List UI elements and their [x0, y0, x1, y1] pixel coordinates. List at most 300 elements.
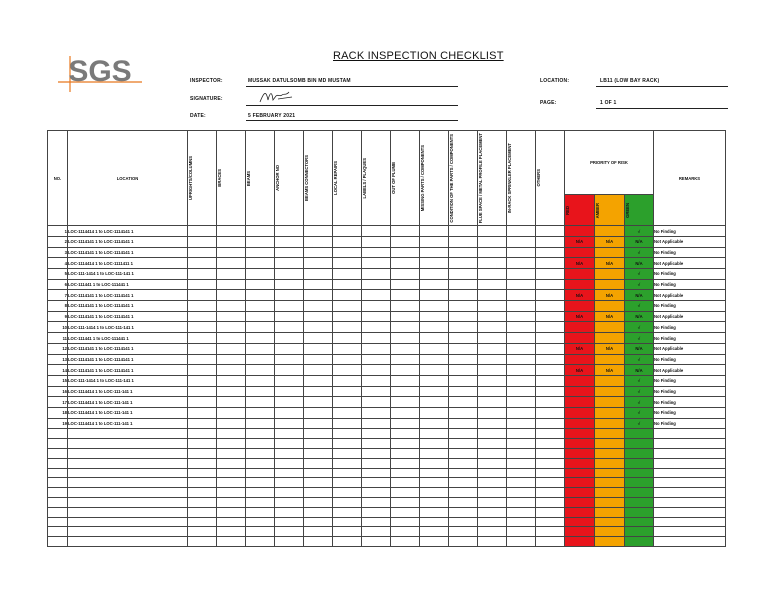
check-cell [304, 269, 333, 280]
check-cell [333, 507, 362, 517]
check-cell [420, 468, 449, 478]
check-cell [246, 418, 275, 429]
check-cell [304, 386, 333, 397]
check-cell [362, 333, 391, 344]
check-cell [304, 527, 333, 537]
row-location: LOC-1114141 1 to LOC-1114141 1 [68, 365, 188, 376]
check-cell [333, 429, 362, 439]
check-cell [246, 439, 275, 449]
priority-amber-cell [595, 468, 625, 478]
check-cell [333, 448, 362, 458]
check-cell [275, 429, 304, 439]
priority-amber-cell [595, 269, 625, 280]
row-remark: No Finding [654, 269, 726, 280]
check-cell [507, 418, 536, 429]
check-cell [217, 269, 246, 280]
row-location [68, 448, 188, 458]
empty-row [48, 497, 726, 507]
check-cell [246, 497, 275, 507]
check-cell [217, 407, 246, 418]
col-check-2: BEAMS [246, 131, 275, 226]
check-cell [246, 468, 275, 478]
check-cell [449, 322, 478, 333]
check-cell [188, 343, 217, 354]
check-cell [420, 236, 449, 247]
priority-green-cell: N/A [625, 290, 654, 301]
check-cell [449, 279, 478, 290]
row-number: 14 [48, 365, 68, 376]
check-cell [536, 439, 565, 449]
priority-amber-cell [595, 439, 625, 449]
check-cell [391, 527, 420, 537]
check-cell [304, 236, 333, 247]
check-cell [217, 301, 246, 312]
check-cell [449, 527, 478, 537]
row-number: 3 [48, 247, 68, 258]
check-cell [217, 226, 246, 237]
row-location [68, 488, 188, 498]
check-cell [391, 418, 420, 429]
check-cell [246, 354, 275, 365]
check-cell [362, 386, 391, 397]
table-row [48, 279, 726, 290]
priority-red-cell: N/A [565, 290, 595, 301]
check-cell [362, 468, 391, 478]
table-row [48, 365, 726, 376]
check-cell [420, 478, 449, 488]
row-location [68, 537, 188, 547]
check-cell [333, 322, 362, 333]
check-cell [188, 418, 217, 429]
check-cell [362, 397, 391, 408]
check-cell [188, 429, 217, 439]
check-cell [391, 354, 420, 365]
check-cell [275, 468, 304, 478]
check-cell [391, 478, 420, 488]
priority-green-cell [625, 537, 654, 547]
check-cell [420, 527, 449, 537]
check-cell [362, 448, 391, 458]
row-remark: No Finding [654, 301, 726, 312]
check-cell [391, 247, 420, 258]
priority-red-cell [565, 322, 595, 333]
check-cell [217, 468, 246, 478]
row-location [68, 429, 188, 439]
col-no: NO. [48, 131, 68, 226]
row-remark [654, 429, 726, 439]
sgs-logo [56, 52, 144, 94]
check-cell [536, 236, 565, 247]
check-cell [275, 517, 304, 527]
check-cell [246, 301, 275, 312]
row-number: 19 [48, 418, 68, 429]
table-row [48, 236, 726, 247]
check-cell [420, 397, 449, 408]
check-cell [275, 247, 304, 258]
check-cell [333, 311, 362, 322]
check-cell [188, 354, 217, 365]
check-cell [449, 311, 478, 322]
check-cell [420, 386, 449, 397]
check-cell [420, 418, 449, 429]
check-cell [536, 497, 565, 507]
row-remark: No Finding [654, 226, 726, 237]
check-cell [449, 497, 478, 507]
row-number [48, 527, 68, 537]
check-cell [420, 488, 449, 498]
priority-green-cell: √ [625, 301, 654, 312]
check-cell [304, 439, 333, 449]
row-location: LOC-1114414 1 to LOC-111-141 1 [68, 386, 188, 397]
check-cell [507, 458, 536, 468]
check-cell [478, 290, 507, 301]
priority-red-cell [565, 488, 595, 498]
check-cell [536, 478, 565, 488]
row-location: LOC-1114141 1 to LOC-1114141 1 [68, 301, 188, 312]
check-cell [275, 354, 304, 365]
priority-red-cell [565, 527, 595, 537]
check-cell [217, 448, 246, 458]
check-cell [507, 247, 536, 258]
priority-green-cell: √ [625, 226, 654, 237]
check-cell [478, 478, 507, 488]
priority-red-cell: N/A [565, 365, 595, 376]
row-location: LOC-111441 1 to LOC-111441 1 [68, 279, 188, 290]
row-location: LOC-1114141 1 to LOC-1114141 1 [68, 236, 188, 247]
check-cell [420, 354, 449, 365]
priority-green-cell: √ [625, 386, 654, 397]
check-cell [362, 269, 391, 280]
check-cell [420, 507, 449, 517]
col-check-3: ANCHOR NO [275, 131, 304, 226]
check-cell [304, 365, 333, 376]
check-cell [188, 507, 217, 517]
check-cell [536, 365, 565, 376]
check-cell [246, 488, 275, 498]
check-cell [304, 311, 333, 322]
row-location: LOC-1114414 1 to LOC-111-141 1 [68, 397, 188, 408]
check-cell [536, 290, 565, 301]
priority-red-cell [565, 375, 595, 386]
check-cell [507, 236, 536, 247]
priority-amber-cell [595, 322, 625, 333]
priority-red-cell [565, 468, 595, 478]
check-cell [449, 429, 478, 439]
check-cell [449, 290, 478, 301]
check-cell [217, 343, 246, 354]
row-remark [654, 507, 726, 517]
priority-amber-cell [595, 386, 625, 397]
col-check-4: BEAMS CONNECTORS [304, 131, 333, 226]
check-cell [304, 343, 333, 354]
col-check-12: OTHERS [536, 131, 565, 226]
table-row [48, 226, 726, 237]
check-cell [536, 311, 565, 322]
check-cell [478, 517, 507, 527]
priority-red-cell [565, 458, 595, 468]
check-cell [391, 333, 420, 344]
check-cell [478, 311, 507, 322]
check-cell [275, 527, 304, 537]
priority-amber-cell [595, 429, 625, 439]
row-number [48, 497, 68, 507]
row-remark: No Finding [654, 279, 726, 290]
check-cell [507, 407, 536, 418]
check-cell [246, 386, 275, 397]
check-cell [246, 448, 275, 458]
check-cell [420, 279, 449, 290]
table-row [48, 311, 726, 322]
check-cell [362, 365, 391, 376]
col-red: RED [565, 195, 595, 226]
check-cell [188, 386, 217, 397]
check-cell [536, 507, 565, 517]
priority-amber-cell [595, 458, 625, 468]
row-number: 11 [48, 333, 68, 344]
check-cell [333, 365, 362, 376]
check-cell [449, 458, 478, 468]
table-row [48, 407, 726, 418]
row-location [68, 527, 188, 537]
check-cell [304, 429, 333, 439]
row-number: 10 [48, 322, 68, 333]
check-cell [188, 537, 217, 547]
row-location [68, 497, 188, 507]
priority-green-cell: √ [625, 247, 654, 258]
row-number: 18 [48, 407, 68, 418]
check-cell [391, 488, 420, 498]
check-cell [391, 407, 420, 418]
check-cell [449, 468, 478, 478]
check-cell [391, 226, 420, 237]
location-label: LOCATION: [540, 78, 570, 84]
check-cell [362, 418, 391, 429]
check-cell [333, 418, 362, 429]
check-cell [507, 439, 536, 449]
check-cell [275, 448, 304, 458]
priority-green-cell [625, 478, 654, 488]
priority-amber-cell: N/A [595, 365, 625, 376]
priority-green-cell: √ [625, 407, 654, 418]
check-cell [362, 290, 391, 301]
check-cell [536, 333, 565, 344]
check-cell [536, 247, 565, 258]
check-cell [333, 301, 362, 312]
priority-green-cell [625, 468, 654, 478]
check-cell [246, 247, 275, 258]
check-cell [333, 226, 362, 237]
inspector-label: INSPECTOR: [190, 78, 223, 84]
check-cell [420, 226, 449, 237]
row-number [48, 439, 68, 449]
check-cell [188, 497, 217, 507]
check-cell [275, 397, 304, 408]
empty-row [48, 488, 726, 498]
priority-green-cell: √ [625, 375, 654, 386]
priority-red-cell [565, 517, 595, 527]
check-cell [188, 375, 217, 386]
check-cell [449, 247, 478, 258]
check-cell [304, 468, 333, 478]
col-green: GREEN [625, 195, 654, 226]
check-cell [536, 458, 565, 468]
check-cell [478, 488, 507, 498]
check-cell [507, 375, 536, 386]
check-cell [188, 236, 217, 247]
check-cell [391, 497, 420, 507]
priority-green-cell: √ [625, 322, 654, 333]
priority-amber-cell [595, 448, 625, 458]
check-cell [391, 386, 420, 397]
signature-scribble [258, 88, 294, 106]
row-remark [654, 537, 726, 547]
check-cell [333, 333, 362, 344]
check-cell [246, 507, 275, 517]
priority-amber-cell [595, 375, 625, 386]
check-cell [217, 311, 246, 322]
empty-row [48, 458, 726, 468]
check-cell [362, 507, 391, 517]
table-row [48, 290, 726, 301]
priority-red-cell [565, 279, 595, 290]
check-cell [536, 226, 565, 237]
check-cell [507, 478, 536, 488]
check-cell [333, 537, 362, 547]
check-cell [304, 407, 333, 418]
check-cell [536, 488, 565, 498]
check-cell [478, 407, 507, 418]
check-cell [391, 448, 420, 458]
check-cell [304, 322, 333, 333]
row-number: 9 [48, 311, 68, 322]
col-check-7: OUT OF PLUMB [391, 131, 420, 226]
check-cell [449, 365, 478, 376]
check-cell [188, 488, 217, 498]
signature-label: SIGNATURE: [190, 96, 223, 102]
check-cell [362, 517, 391, 527]
check-cell [246, 458, 275, 468]
col-check-9: CONDITION OF THE PARTS / COMPONENTS [449, 131, 478, 226]
row-remark [654, 448, 726, 458]
check-cell [362, 527, 391, 537]
check-cell [478, 354, 507, 365]
location-line [596, 86, 728, 87]
check-cell [449, 386, 478, 397]
check-cell [333, 354, 362, 365]
priority-green-cell: N/A [625, 236, 654, 247]
row-remark [654, 478, 726, 488]
check-cell [420, 537, 449, 547]
priority-amber-cell [595, 397, 625, 408]
check-cell [217, 247, 246, 258]
priority-amber-cell [595, 226, 625, 237]
check-cell [333, 497, 362, 507]
row-number: 7 [48, 290, 68, 301]
check-cell [391, 458, 420, 468]
priority-amber-cell [595, 478, 625, 488]
check-cell [420, 365, 449, 376]
priority-red-cell: N/A [565, 343, 595, 354]
check-cell [420, 375, 449, 386]
check-cell [275, 488, 304, 498]
priority-amber-cell [595, 497, 625, 507]
check-cell [275, 386, 304, 397]
priority-green-cell: √ [625, 333, 654, 344]
check-cell [217, 497, 246, 507]
check-cell [188, 269, 217, 280]
check-cell [304, 448, 333, 458]
signature-line [246, 105, 458, 106]
priority-green-cell: √ [625, 269, 654, 280]
check-cell [391, 439, 420, 449]
check-cell [188, 478, 217, 488]
check-cell [217, 322, 246, 333]
page-line [596, 108, 728, 109]
priority-red-cell [565, 247, 595, 258]
check-cell [246, 290, 275, 301]
check-cell [246, 343, 275, 354]
check-cell [391, 279, 420, 290]
check-cell [536, 527, 565, 537]
row-remark: No Finding [654, 247, 726, 258]
check-cell [449, 507, 478, 517]
row-number: 1 [48, 226, 68, 237]
empty-row [48, 478, 726, 488]
check-cell [507, 429, 536, 439]
priority-green-cell [625, 517, 654, 527]
check-cell [246, 333, 275, 344]
priority-amber-cell: N/A [595, 236, 625, 247]
check-cell [217, 517, 246, 527]
priority-red-cell: N/A [565, 258, 595, 269]
check-cell [333, 269, 362, 280]
row-location [68, 478, 188, 488]
check-cell [362, 343, 391, 354]
row-location: LOC-1114141 1 to LOC-1114141 1 [68, 290, 188, 301]
priority-green-cell [625, 458, 654, 468]
priority-red-cell [565, 429, 595, 439]
priority-red-cell [565, 301, 595, 312]
check-cell [217, 439, 246, 449]
priority-amber-cell [595, 527, 625, 537]
check-cell [507, 527, 536, 537]
check-cell [217, 236, 246, 247]
check-cell [333, 279, 362, 290]
check-cell [536, 429, 565, 439]
row-remark: No Finding [654, 333, 726, 344]
page-label: PAGE: [540, 100, 557, 106]
row-number [48, 517, 68, 527]
col-check-0: UPRIGHTS/COLUMNS [188, 131, 217, 226]
priority-green-cell: √ [625, 397, 654, 408]
empty-row [48, 507, 726, 517]
check-cell [246, 517, 275, 527]
check-cell [275, 439, 304, 449]
row-number [48, 507, 68, 517]
col-check-1: BRACES [217, 131, 246, 226]
col-priority: PRIORITY OF RISK [565, 131, 654, 195]
empty-row [48, 527, 726, 537]
priority-green-cell [625, 497, 654, 507]
check-cell [420, 258, 449, 269]
page-value: 1 OF 1 [600, 100, 617, 106]
row-remark: No Finding [654, 354, 726, 365]
row-number: 15 [48, 375, 68, 386]
check-cell [217, 279, 246, 290]
row-number: 4 [48, 258, 68, 269]
check-cell [304, 375, 333, 386]
check-cell [217, 418, 246, 429]
